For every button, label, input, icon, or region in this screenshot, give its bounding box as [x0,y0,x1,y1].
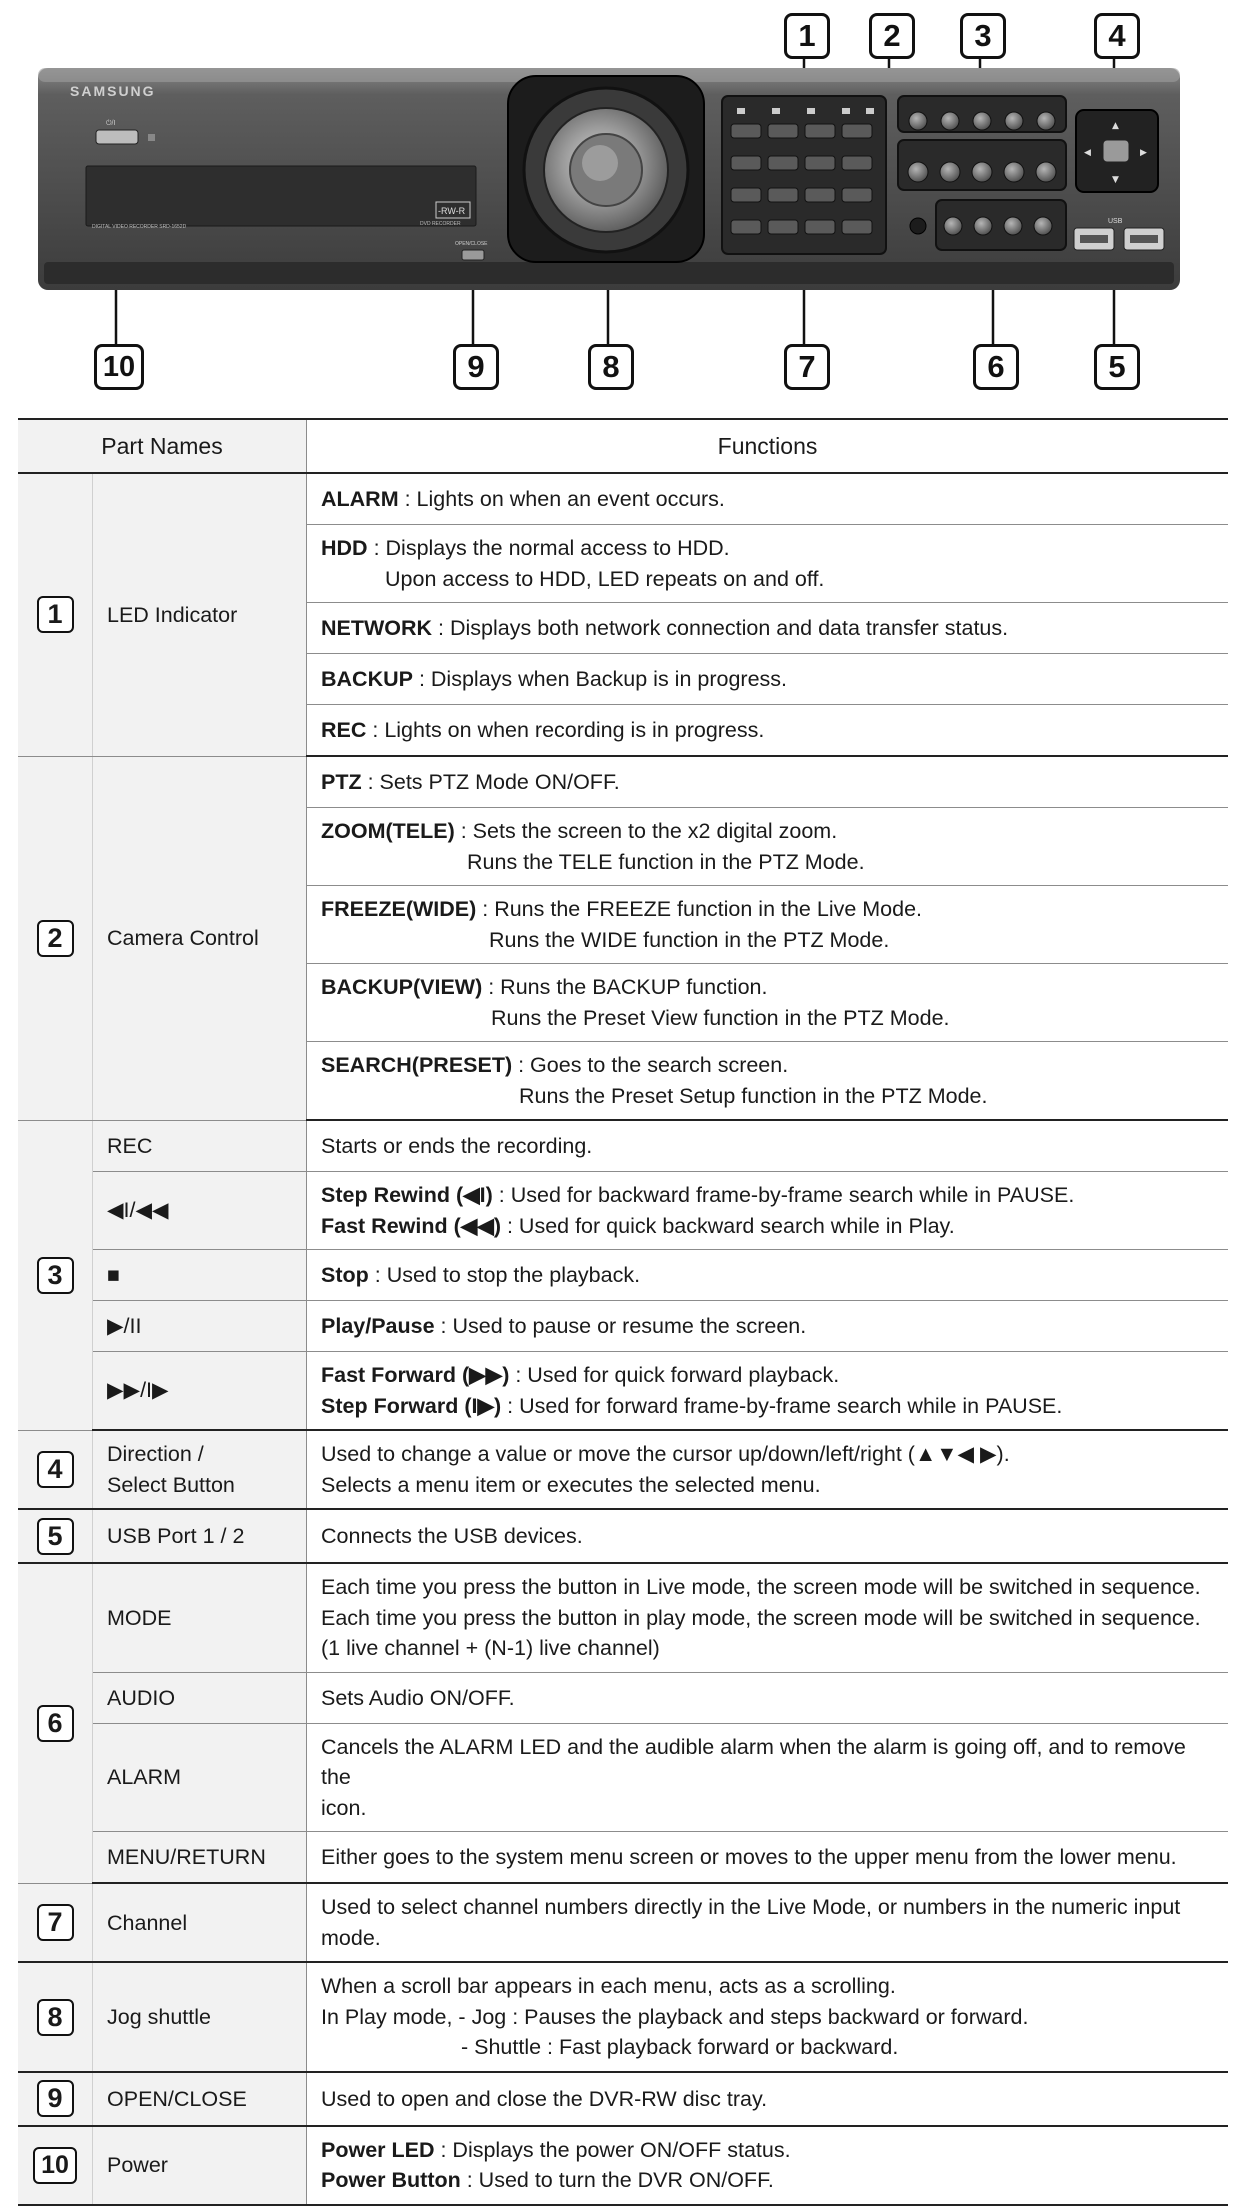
channel-button-15[interactable] [805,220,835,234]
cam-search-term: SEARCH(PRESET) [321,1053,513,1078]
alarm-desc-1: Cancels the ALARM LED and the audible alarm when the alarm is going off, and to remove the [321,1734,1186,1790]
led-backup-desc: : Displays when Backup is in progress. [412,666,788,691]
part-name-power: Power [93,2126,307,2205]
part-number-9: 9 [37,2080,74,2117]
power-label: ⏻/I [106,120,116,127]
part-name-channel: Channel [93,1883,307,1962]
table-row [18,1120,1228,1172]
dvd-recorder-label: DVD RECORDER [420,221,461,227]
callout-3: 3 [960,13,1006,59]
cam-backup-desc-2: Runs the Preset View function in the PTZ Mode. [491,1005,950,1030]
table-row [18,1962,1228,2072]
fast-rewind-term: Fast Rewind (◀◀) [321,1213,501,1238]
part-name-alarm: ALARM [93,1723,307,1832]
callout-8: 8 [588,344,634,390]
stop-desc: : Used to stop the playback. [368,1262,641,1287]
disc-tray [86,166,476,226]
open-close-button[interactable] [462,250,484,260]
part-number-4: 4 [37,1451,74,1488]
open-close-label: OPEN/CLOSE [455,241,488,247]
select-button[interactable] [1103,140,1129,162]
channel-desc-2: mode. [321,1925,381,1950]
callout-10: 10 [94,344,144,390]
part-name-jog-shuttle: Jog shuttle [93,1962,307,2072]
left-arrow-icon: ◀ [1084,148,1091,158]
right-arrow-icon: ▶ [1140,148,1147,158]
led-rec-term: REC [321,717,367,742]
part-functions-table [18,418,1228,2206]
channel-button-4[interactable] [842,124,872,138]
channel-button-2[interactable] [768,124,798,138]
table-row [18,1509,1228,1563]
part-name-usb-port: USB Port 1 / 2 [93,1509,307,1563]
table-row [18,473,1228,525]
led-hdd-term: HDD [321,536,368,560]
part-name-play-pause: ▶/II [93,1301,307,1352]
open-close-desc: Used to open and close the DVR-RW disc tray. [321,2086,768,2111]
part-name-direction: Direction / [107,1442,204,1467]
mode-desc-3: (1 live channel + (N-1) live channel) [321,1636,660,1661]
cam-zoom-desc: : Sets the screen to the x2 digital zoom. [454,819,838,844]
channel-button-5[interactable] [731,156,761,170]
part-number-5: 5 [37,1518,74,1555]
power-led-desc: : Displays the power ON/OFF status. [434,2137,791,2162]
fast-rewind-desc: : Used for quick backward search while in Play. [501,1213,955,1238]
table-row [18,1301,1228,1352]
direction-desc-1: Used to change a value or move the cursor up/down/left/right (▲▼◀ ▶). [321,1442,1010,1467]
fast-forward-desc: : Used for quick forward playback. [509,1363,840,1388]
dvr-front-panel-illustration [0,0,1254,400]
mode-desc-2: Each time you press the button in play mode, the screen mode will be switched in sequence. [321,1605,1201,1630]
cam-search-desc: : Goes to the search screen. [512,1053,789,1078]
part-name-rewind: ◀I/◀◀ [93,1172,307,1250]
table-row [18,1832,1228,1884]
power-button[interactable] [96,130,138,144]
brand-logo: SAMSUNG [70,83,156,99]
table-row [18,2126,1228,2205]
usb-label: USB [1108,218,1123,225]
part-number-8: 8 [37,1999,74,2036]
step-forward-desc: : Used for forward frame-by-frame search while in PAUSE. [501,1393,1063,1418]
cam-backup-desc: : Runs the BACKUP function. [482,975,768,1000]
channel-button-16[interactable] [842,220,872,234]
part-name-open-close: OPEN/CLOSE [93,2072,307,2126]
part-name-select-button: Select Button [107,1472,235,1497]
cam-search-desc-2: Runs the Preset Setup function in the PTZ Mode. [519,1083,988,1108]
jog-desc-3: - Shuttle : Fast playback forward or backward. [461,2035,899,2060]
play-rec-desc: Starts or ends the recording. [321,1133,593,1158]
stop-term: Stop [321,1262,369,1287]
led-alarm-term: ALARM [321,486,399,511]
dvr-front-panel-figure [0,0,1254,400]
part-number-7: 7 [37,1904,74,1941]
table-row [18,1250,1228,1301]
led-backup-term: BACKUP [321,666,413,691]
led-network-term: NETWORK [321,615,433,640]
header-functions: Functions [307,419,1229,473]
led-network-desc: : Displays both network connection and data transfer status. [432,615,1009,640]
part-number-1: 1 [37,596,74,633]
part-number-6: 6 [37,1705,74,1742]
step-rewind-term: Step Rewind (◀I) [321,1183,493,1208]
table-row [18,1563,1228,1672]
cam-ptz-desc: : Sets PTZ Mode ON/OFF. [361,769,620,794]
part-name-rec: REC [93,1120,307,1172]
table-row [18,1352,1228,1431]
part-name-audio: AUDIO [93,1672,307,1723]
ir-receiver [910,218,926,234]
step-forward-term: Step Forward (I▶) [321,1393,502,1418]
part-name-camera-control: Camera Control [93,756,307,1120]
up-arrow-icon: ▲ [1112,121,1119,131]
led-hdd-desc: : Displays the normal access to HDD. [367,536,730,560]
table-row [18,1883,1228,1962]
usb-desc: Connects the USB devices. [321,1523,583,1548]
callout-1: 1 [784,13,830,59]
part-number-10: 10 [33,2147,77,2184]
part-name-menu-return: MENU/RETURN [93,1832,307,1884]
alarm-desc-2: icon. [321,1795,367,1820]
part-name-fast-forward: ▶▶/I▶ [93,1352,307,1431]
cam-ptz-term: PTZ [321,769,362,794]
cam-zoom-term: ZOOM(TELE) [321,819,455,844]
model-label: DIGITAL VIDEO RECORDER SRD-1652D [92,224,187,230]
play-pause-term: Play/Pause [321,1313,435,1338]
callout-2: 2 [869,13,915,59]
channel-button-6[interactable] [768,156,798,170]
cam-backup-term: BACKUP(VIEW) [321,975,483,1000]
power-led-term: Power LED [321,2137,435,2162]
part-number-2: 2 [37,920,74,957]
mode-desc-1: Each time you press the button in Live mode, the screen mode will be switched in sequence. [321,1575,1201,1600]
menu-return-desc: Either goes to the system menu screen or moves to the upper menu from the lower menu. [321,1845,1177,1870]
channel-button-13[interactable] [731,220,761,234]
table-row [18,2072,1228,2126]
table-row [18,1723,1228,1832]
channel-button-3[interactable] [805,124,835,138]
led-alarm-desc: : Lights on when an event occurs. [398,486,725,511]
power-button-desc: : Used to turn the DVR ON/OFF. [460,2168,774,2193]
table-row [18,1172,1228,1250]
led-hdd-desc-2: Upon access to HDD, LED repeats on and off. [385,566,825,591]
channel-button-12[interactable] [842,188,872,202]
cam-freeze-desc-2: Runs the WIDE function in the PTZ Mode. [489,927,890,952]
channel-desc-1: Used to select channel numbers directly in the Live Mode, or numbers in the numeric input [321,1895,1181,1920]
play-pause-desc: : Used to pause or resume the screen. [434,1313,807,1338]
power-button-term: Power Button [321,2168,461,2193]
channel-button-11[interactable] [805,188,835,202]
channel-button-10[interactable] [768,188,798,202]
header-part-names: Part Names [18,419,307,473]
channel-button-14[interactable] [768,220,798,234]
power-led [148,134,155,141]
step-rewind-desc: : Used for backward frame-by-frame search while in PAUSE. [492,1183,1075,1208]
part-name-led-indicator: LED Indicator [93,473,307,756]
cam-freeze-desc: : Runs the FREEZE function in the Live Mode. [476,897,923,922]
callout-5: 5 [1094,344,1140,390]
cam-zoom-desc-2: Runs the TELE function in the PTZ Mode. [467,849,865,874]
callout-7: 7 [784,344,830,390]
cam-freeze-term: FREEZE(WIDE) [321,897,477,922]
part-name-mode: MODE [93,1563,307,1672]
jog-desc-1: When a scroll bar appears in each menu, acts as a scrolling. [321,1974,896,1999]
part-name-stop: ■ [93,1250,307,1301]
channel-button-8[interactable] [842,156,872,170]
direction-desc-2: Selects a menu item or executes the selected menu. [321,1472,821,1497]
rw-logo: -RW-R [438,206,466,216]
led-rec-desc: : Lights on when recording is in progress. [366,717,765,742]
channel-button-1[interactable] [731,124,761,138]
callout-4: 4 [1094,13,1140,59]
jog-desc-2: In Play mode, - Jog : Pauses the playback and steps backward or forward. [321,2004,1029,2029]
audio-desc: Sets Audio ON/OFF. [321,1685,515,1710]
channel-button-7[interactable] [805,156,835,170]
channel-button-9[interactable] [731,188,761,202]
callout-9: 9 [453,344,499,390]
fast-forward-term: Fast Forward (▶▶) [321,1363,510,1388]
table-row [18,1672,1228,1723]
table-row [18,756,1228,808]
down-arrow-icon: ▼ [1112,175,1119,185]
callout-6: 6 [973,344,1019,390]
table-row [18,1430,1228,1509]
part-number-3: 3 [37,1257,74,1294]
